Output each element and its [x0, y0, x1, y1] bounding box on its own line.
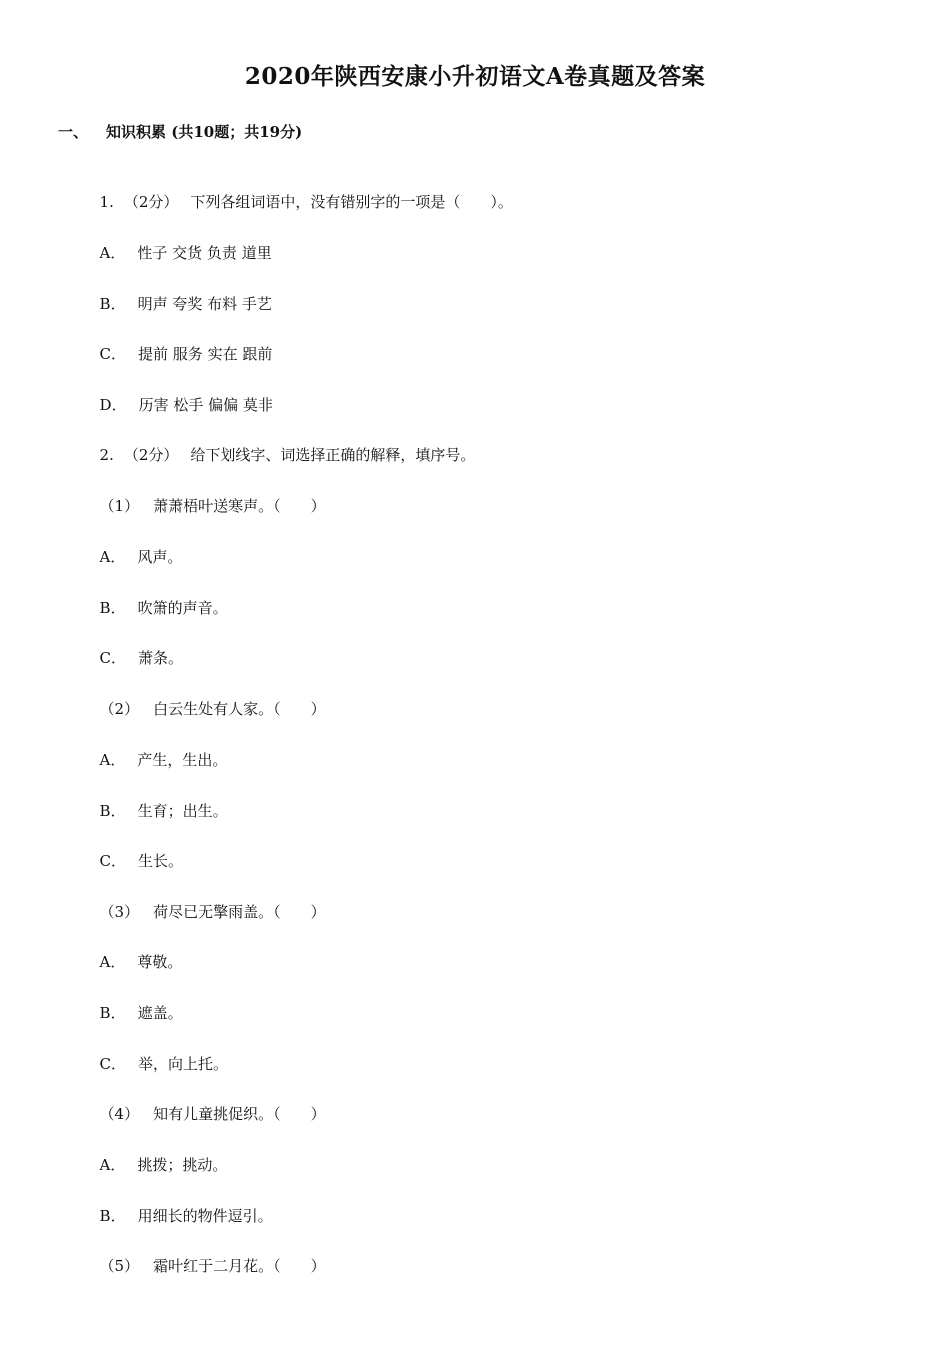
question-1: [90, 172, 513, 212]
option-1c: [90, 324, 272, 364]
option-letter: A．: [99, 548, 126, 566]
option-text: 尊敬。: [137, 953, 183, 971]
option-2-3c: [90, 1034, 228, 1074]
option-letter: B．: [99, 1004, 126, 1022]
option-text: 明声 夸奖 布料 手艺: [137, 295, 272, 313]
option-text: 遮盖。: [137, 1004, 183, 1022]
subquestion-number: （1）: [99, 497, 140, 515]
option-letter: B．: [99, 802, 126, 820]
question-score: （2分）: [123, 193, 179, 211]
option-letter: C．: [99, 649, 127, 667]
option-2-2c: [90, 831, 183, 871]
subquestion-text: 知有儿童挑促织。（ ）: [153, 1105, 326, 1123]
option-2-1c: [90, 628, 183, 668]
option-1d: [90, 375, 273, 415]
subquestion-3: [90, 882, 326, 922]
option-text: 性子 交货 负责 道里: [137, 244, 272, 262]
option-letter: C．: [99, 345, 127, 363]
option-text: 生育；出生。: [137, 802, 228, 820]
subquestion-number: （5）: [99, 1257, 140, 1275]
question-text: 下列各组词语中，没有错别字的一项是（ ）。: [190, 193, 513, 211]
subquestion-text: 霜叶红于二月花。（ ）: [153, 1257, 326, 1275]
option-text: 产生，生出。: [137, 751, 228, 769]
subquestion-1: [90, 476, 326, 516]
option-text: 历害 松手 偏偏 莫非: [138, 396, 273, 414]
subquestion-5: [90, 1236, 326, 1276]
page-title: 2020年陕西安康小升初语文A卷真题及答案: [244, 63, 706, 90]
question-text: 给下划线字、词选择正确的解释，填序号。: [190, 446, 476, 464]
option-text: 举，向上托。: [138, 1055, 229, 1073]
subquestion-number: （2）: [99, 700, 140, 718]
question-number: 1.: [99, 193, 114, 211]
option-letter: A．: [99, 953, 126, 971]
option-text: 萧条。: [138, 649, 184, 667]
section-heading: [58, 121, 302, 142]
option-letter: A．: [99, 751, 126, 769]
option-1b: [90, 274, 272, 314]
subquestion-4: [90, 1084, 326, 1124]
option-1a: [90, 223, 272, 263]
option-letter: B．: [99, 599, 126, 617]
option-2-3b: [90, 983, 183, 1023]
option-2-4b: [90, 1186, 273, 1226]
option-letter: C．: [99, 1055, 127, 1073]
option-2-3a: [90, 932, 182, 972]
option-text: 风声。: [137, 548, 183, 566]
subquestion-number: （3）: [99, 903, 140, 921]
subquestion-number: （4）: [99, 1105, 140, 1123]
option-text: 提前 服务 实在 跟前: [138, 345, 273, 363]
question-number: 2.: [99, 446, 114, 464]
option-text: 吹箫的声音。: [137, 599, 228, 617]
option-letter: B．: [99, 1207, 126, 1225]
subquestion-text: 白云生处有人家。（ ）: [153, 700, 326, 718]
question-score: （2分）: [123, 446, 179, 464]
option-letter: D．: [99, 396, 127, 414]
option-2-1a: [90, 527, 182, 567]
subquestion-text: 萧萧梧叶送寒声。（ ）: [153, 497, 326, 515]
question-2: [90, 425, 475, 465]
option-letter: A．: [99, 1156, 126, 1174]
section-label: 知识积累 (共10题；共19分): [106, 123, 303, 141]
option-2-2b: [90, 781, 228, 821]
option-text: 挑拨；挑动。: [137, 1156, 228, 1174]
option-text: 用细长的物件逗引。: [137, 1207, 273, 1225]
option-2-1b: [90, 578, 228, 618]
option-text: 生长。: [138, 852, 184, 870]
subquestion-text: 荷尽已无擎雨盖。（ ）: [153, 903, 326, 921]
section-number: 一、: [58, 123, 89, 141]
option-2-4a: [90, 1135, 227, 1175]
subquestion-2: [90, 679, 326, 719]
option-letter: B．: [99, 295, 126, 313]
option-letter: A．: [99, 244, 126, 262]
option-2-2a: [90, 730, 227, 770]
option-letter: C．: [99, 852, 127, 870]
